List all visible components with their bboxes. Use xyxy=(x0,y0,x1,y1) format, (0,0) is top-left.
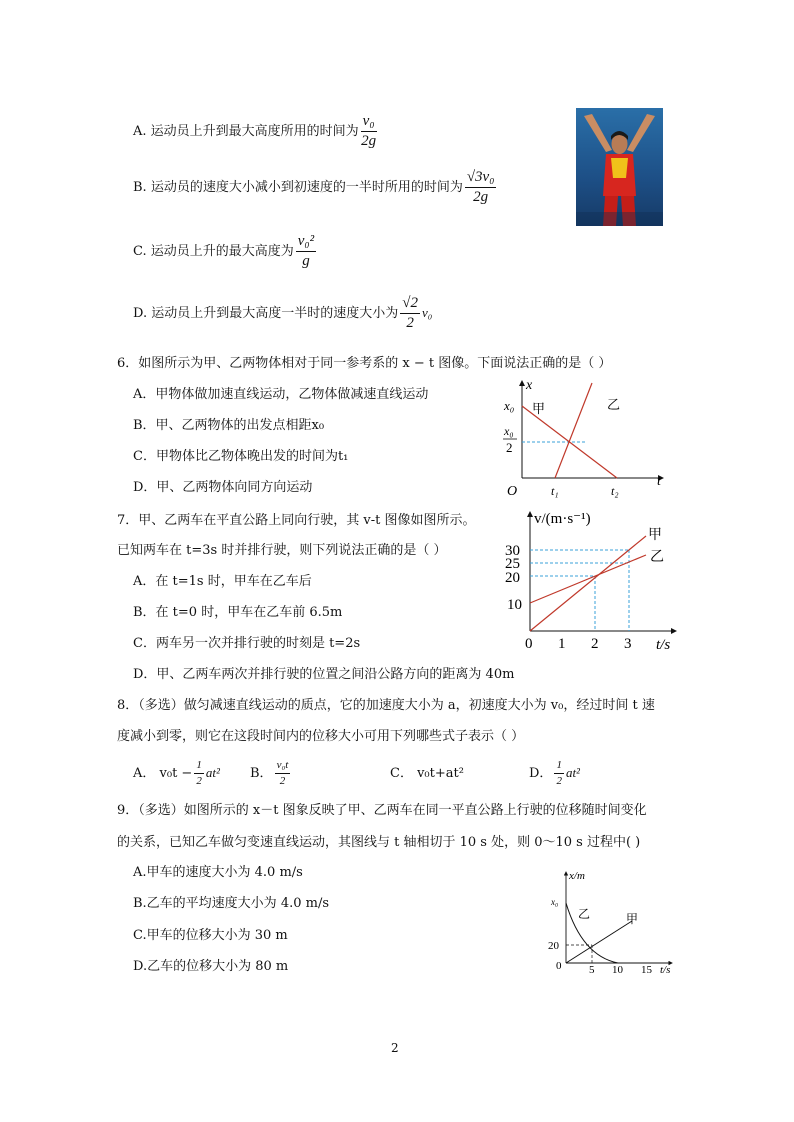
q6-x-tick-t1: t₁ xyxy=(551,484,559,498)
q7-stem-line2: 已知两车在 t=3s 时并排行驶，则下列说法正确的是（ ） xyxy=(117,543,447,558)
q6-option-c: C．甲物体比乙物体晚出发的时间为t₁ xyxy=(133,449,349,464)
q6-option-b: B．甲、乙两物体的出发点相距x₀ xyxy=(133,418,325,433)
q6-xt-graph xyxy=(495,375,675,500)
q9-y-tick-x0: x₀ xyxy=(551,897,559,907)
q6-y-label: x xyxy=(526,378,533,393)
q7-y-tick-20: 20 xyxy=(505,570,520,586)
q6-y-tick-half-den: 2 xyxy=(506,440,513,455)
q5-a-fraction: $\frac{\text{v₀}}{2g}$ xyxy=(361,113,377,149)
q9-y-tick-20: 20 xyxy=(548,940,559,952)
q9-xt-graph xyxy=(542,866,682,978)
q6-option-d: D．甲、乙两物体向同方向运动 xyxy=(133,480,313,495)
q8-option-c: C． v₀t+at² xyxy=(390,766,464,781)
q7-x-tick-3: 3 xyxy=(624,636,632,652)
q9-stem-line1: 9．（多选）如图所示的 x－t 图象反映了甲、乙两车在同一平直公路上行驶的位移随时间变化 xyxy=(117,803,647,818)
q7-y-tick-25: 25 xyxy=(505,556,520,572)
q7-option-d: D．甲、乙两车两次并排行驶的位置之间沿公路方向的距离为 40m xyxy=(133,667,515,682)
q6-x-tick-t2: t₂ xyxy=(611,484,619,498)
q6-origin-label: O xyxy=(507,484,518,499)
q6-label-yi: 乙 xyxy=(607,397,621,412)
q5-option-b: B. 运动员的速度大小减小到初速度的一半时所用的时间为 $\frac{\text{√3v₀}}{2g}$ xyxy=(133,169,495,205)
q6-y-tick-x0: x₀ xyxy=(504,398,515,413)
q6-t-label: t xyxy=(657,474,661,489)
q9-option-b: B.乙车的平均速度大小为 4.0 m/s xyxy=(133,896,330,911)
q8-option-a: A． v₀t − $\frac{1}{2}$ at² xyxy=(133,759,220,787)
page-number: 2 xyxy=(391,1041,399,1055)
q6-y-tick-half-num: x₀ xyxy=(504,424,514,438)
q7-x-tick-2: 2 xyxy=(591,636,599,652)
q7-x-tick-1: 1 xyxy=(558,636,566,652)
q9-option-d: D.乙车的位移大小为 80 m xyxy=(133,959,289,974)
gymnast-photo xyxy=(576,108,663,226)
q7-option-a: A．在 t=1s 时，甲车在乙车后 xyxy=(133,574,312,589)
q9-t-label: t/s xyxy=(660,964,671,976)
q5-option-c: C. 运动员上升的最大高度为 $\frac{\text{v₀²}}{g}$ xyxy=(133,233,315,269)
q7-label-jia: 甲 xyxy=(648,528,662,543)
q9-option-c: C.甲车的位移大小为 30 m xyxy=(133,928,288,943)
q9-stem-line2: 的关系，已知乙车做匀变速直线运动，其图线与 t 轴相切于 10 s 处，则 0～10 s 过程中( ) xyxy=(117,835,641,850)
q5-c-fraction: $\frac{\text{v₀²}}{g}$ xyxy=(297,233,315,269)
q6-line-yi xyxy=(555,383,592,478)
q8-option-b: B． $\frac{\text{v₀t}}{2}$ xyxy=(250,759,289,787)
q7-y-tick-30: 30 xyxy=(505,543,520,559)
q7-label-yi: 乙 xyxy=(650,550,664,565)
q7-t-label: t/s xyxy=(656,637,671,653)
q9-x-tick-5: 5 xyxy=(589,964,595,976)
q7-x-tick-0: 0 xyxy=(525,636,533,652)
q7-stem-line1: 7．甲、乙两车在平直公路上同向行驶，其 v-t 图像如图所示。 xyxy=(117,513,476,528)
q5-d-fraction: $\frac{√2}{2}$ xyxy=(402,295,418,331)
q5-option-a: A. 运动员上升到最大高度所用的时间为 $\frac{\text{v₀}}{2g}$ xyxy=(133,113,377,149)
q8-stem-line2: 度减小到零，则它在这段时间内的位移大小可用下列哪些式子表示（ ） xyxy=(117,729,525,744)
q8-d-fraction: $\frac{1}{2}$ xyxy=(556,759,562,787)
q7-y-label: v/(m·s⁻¹) xyxy=(534,511,591,527)
q7-option-b: B．在 t=0 时，甲车在乙车前 6.5m xyxy=(133,605,343,620)
q9-label-jia: 甲 xyxy=(626,912,639,926)
q8-a-fraction: $\frac{1}{2}$ xyxy=(196,759,202,787)
q7-option-c: C．两车另一次并排行驶的时刻是 t=2s xyxy=(133,636,361,651)
q7-vt-graph xyxy=(498,506,684,656)
q7-y-tick-10: 10 xyxy=(507,597,522,613)
q9-option-a: A.甲车的速度大小为 4.0 m/s xyxy=(133,865,303,880)
q9-x-tick-15: 15 xyxy=(641,964,652,976)
q8-option-d: D． $\frac{1}{2}$ at² xyxy=(529,759,580,787)
q9-curve-yi xyxy=(566,903,618,963)
q5-b-fraction: $\frac{\text{√3v₀}}{2g}$ xyxy=(466,169,495,205)
q8-b-fraction: $\frac{\text{v₀t}}{2}$ xyxy=(276,759,289,787)
q6-stem: 6．如图所示为甲、乙两物体相对于同一参考系的 x − t 图像。下面说法正确的是（ ） xyxy=(117,356,612,371)
q9-y-tick-0: 0 xyxy=(556,960,562,972)
q5-option-d: D. 运动员上升到最大高度一半时的速度大小为 $\frac{√2}{2}$ v₀ xyxy=(133,295,433,331)
q6-label-jia: 甲 xyxy=(532,401,546,416)
q9-y-label: x/m xyxy=(569,870,585,882)
q8-stem-line1: 8．（多选）做匀减速直线运动的质点，它的加速度大小为 a，初速度大小为 v₀，经过时间 t 速 xyxy=(117,698,655,713)
q9-x-tick-10: 10 xyxy=(612,964,623,976)
q9-label-yi: 乙 xyxy=(578,907,591,921)
q6-option-a: A．甲物体做加速直线运动，乙物体做减速直线运动 xyxy=(133,387,429,402)
